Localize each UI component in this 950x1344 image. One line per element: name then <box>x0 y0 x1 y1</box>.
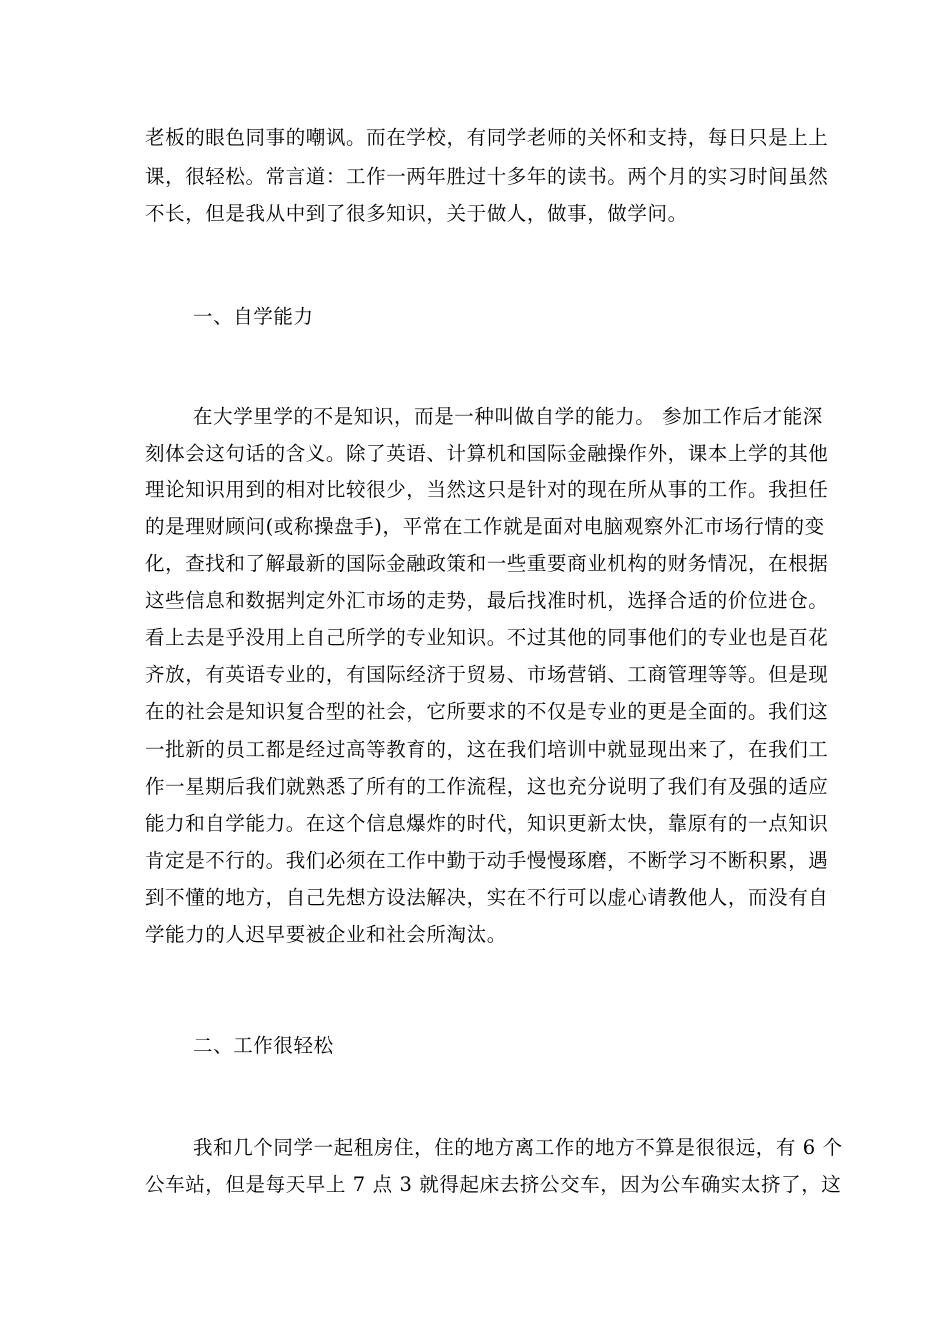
section2-line-2: 公车站，但是每天早上 7 点 3 就得起床去挤公交车，因为公车确实太挤了，这 <box>145 1173 842 1196</box>
section1-line-1: 在大学里学的不是知识，而是一种叫做自学的能力。 参加工作后才能深 <box>193 405 823 428</box>
section1-line-9: 在的社会是知识复合型的社会，它所要求的不仅是专业的更是全面的。我们这 <box>145 700 829 723</box>
section2-line-1: 我和几个同学一起租房住，住的地方离工作的地方不算是很很远，有 6 个 <box>193 1136 843 1159</box>
section1-line-8: 齐放，有英语专业的，有国际经济于贸易、市场营销、工商管理等等。但是现 <box>145 663 829 686</box>
section1-line-2: 刻体会这句话的含义。除了英语、计算机和国际金融操作外，课本上学的其他 <box>145 442 829 465</box>
intro-line-3: 不长，但是我从中到了很多知识，关于做人，做事，做学问。 <box>145 202 688 225</box>
section1-line-7: 看上去是乎没用上自己所学的专业知识。不过其他的同事他们的专业也是百花 <box>145 626 829 649</box>
intro-line-2: 课，很轻松。常言道：工作一两年胜过十多年的读书。两个月的实习时间虽然 <box>145 165 829 188</box>
section1-line-4: 的是理财顾问(或称操盘手)，平常在工作就是面对电脑观察外汇市场行情的变 <box>145 515 825 538</box>
section1-line-6: 这些信息和数据判定外汇市场的走势，最后找准时机，选择合适的价位进仓。 <box>145 589 829 612</box>
section1-line-11: 作一星期后我们就熟悉了所有的工作流程，这也充分说明了我们有及强的适应 <box>145 775 829 798</box>
section1-line-10: 一批新的员工都是经过高等教育的，这在我们培训中就显现出来了，在我们工 <box>145 738 829 761</box>
section1-line-12: 能力和自学能力。在这个信息爆炸的时代，知识更新太快，靠原有的一点知识 <box>145 812 829 835</box>
section1-line-14: 到不懂的地方，自己先想方设法解决，实在不行可以虚心请教他人，而没有自 <box>145 886 829 909</box>
section1-line-15: 学能力的人迟早要被企业和社会所淘汰。 <box>145 923 507 946</box>
section1-line-5: 化，查找和了解最新的国际金融政策和一些重要商业机构的财务情况，在根据 <box>145 552 829 575</box>
section1-line-13: 肯定是不行的。我们必须在工作中勤于动手慢慢琢磨，不断学习不断积累，遇 <box>145 849 829 872</box>
section1-line-3: 理论知识用到的相对比较很少，当然这只是针对的现在所从事的工作。我担任 <box>145 478 829 501</box>
section-heading-self-learning: 一、自学能力 <box>193 305 314 328</box>
intro-line-1: 老板的眼色同事的嘲讽。而在学校，有同学老师的关怀和支持，每日只是上上 <box>145 126 829 149</box>
section-heading-easy-work: 二、工作很轻松 <box>193 1034 334 1057</box>
